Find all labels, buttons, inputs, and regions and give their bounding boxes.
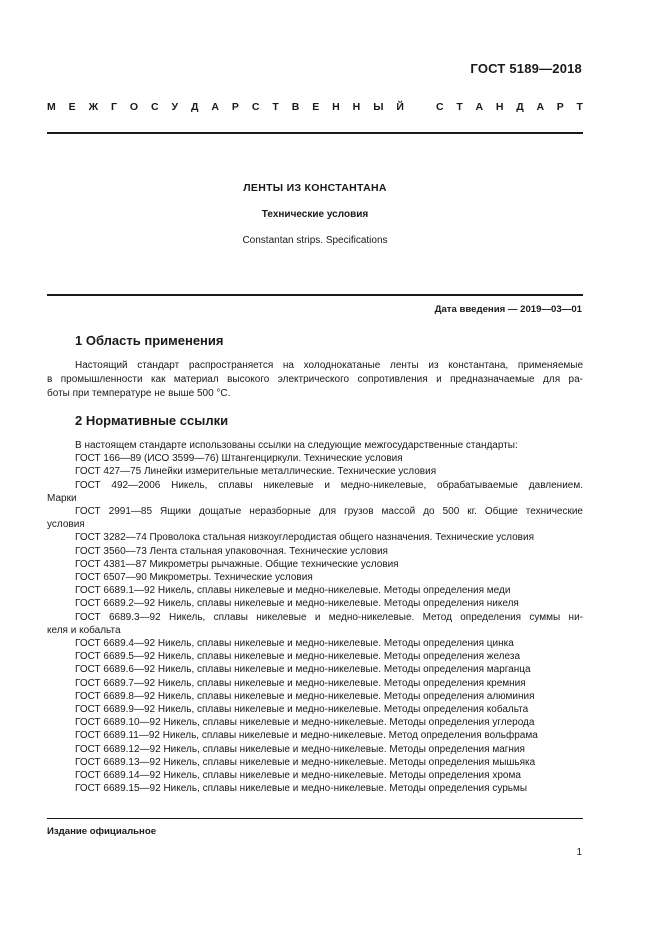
banner-letter: С: [151, 101, 159, 113]
reference-item: [47, 571, 583, 584]
banner-letter: Е: [68, 101, 76, 113]
reference-item: [47, 782, 583, 795]
reference-line: ГОСТ 6689.10—92 Никель, сплавы никелевые и медно-никелевые. Методы определения углерода: [75, 717, 535, 729]
reference-item: [47, 545, 583, 558]
banner-letter: Д: [516, 101, 524, 113]
reference-item: [47, 703, 583, 716]
reference-line: ГОСТ 166—89 (ИСО 3599—76) Штангенциркули. Технические условия: [75, 453, 403, 465]
title-rule: [47, 294, 583, 296]
banner-word-interstate: [47, 101, 404, 113]
reference-item: [47, 439, 583, 452]
banner-letter: Д: [190, 101, 199, 113]
banner-word-standard: [436, 101, 583, 113]
paragraph-line: в промышленности как материал высокого электрического сопротивления и предназначаемые для ра-: [47, 374, 583, 385]
reference-line: ГОСТ 427—75 Линейки измерительные металлические. Технические условия: [75, 466, 437, 478]
reference-item: [47, 663, 583, 676]
banner-letter: Н: [352, 101, 361, 113]
reference-line: келя и кобальта: [47, 624, 121, 636]
document-title-english: Constantan strips. Specifications: [242, 235, 388, 246]
reference-line: ГОСТ 6689.7—92 Никель, сплавы никелевые и медно-никелевые. Методы определения кремния: [75, 677, 526, 689]
reference-line: ГОСТ 6689.6—92 Никель, сплавы никелевые и медно-никелевые. Методы определения марганца: [75, 664, 531, 676]
footer-rule: [47, 818, 583, 819]
reference-line: ГОСТ 6689.5—92 Никель, сплавы никелевые и медно-никелевые. Методы определения железа: [75, 651, 521, 663]
reference-line: ГОСТ 6507—90 Микрометры. Технические условия: [75, 572, 313, 584]
banner-letter: Ж: [88, 101, 99, 113]
banner-letter: Т: [272, 101, 279, 113]
document-subtitle: Технические условия: [261, 209, 369, 220]
reference-line: ГОСТ 6689.4—92 Никель, сплавы никелевые и медно-никелевые. Методы определения цинка: [75, 638, 514, 650]
banner-letter: Т: [576, 101, 583, 113]
reference-item: [47, 558, 583, 571]
reference-line: ГОСТ 2991—85 Ящики дощатые неразборные для грузов массой до 500 кг. Общие технические: [75, 506, 583, 518]
reference-item: [47, 465, 583, 478]
reference-item: [47, 690, 583, 703]
banner-letter: Ы: [373, 101, 384, 113]
banner-letter: С: [436, 101, 444, 113]
reference-item: [47, 452, 583, 465]
reference-line: ГОСТ 6689.12—92 Никель, сплавы никелевые и медно-никелевые. Методы определения магния: [75, 743, 525, 755]
introduction-date: Дата введения — 2019—03—01: [434, 304, 582, 315]
banner-letter: В: [291, 101, 300, 113]
reference-item: [47, 716, 583, 729]
reference-item: [47, 531, 583, 544]
banner-letter: Г: [111, 101, 117, 113]
reference-item: [47, 505, 583, 531]
banner-letter: Й: [396, 101, 404, 113]
page-number: 1: [576, 847, 582, 858]
reference-line: ГОСТ 6689.1—92 Никель, сплавы никелевые и медно-никелевые. Методы определения меди: [75, 585, 511, 597]
banner-letter: А: [475, 101, 484, 113]
reference-line: ГОСТ 6689.3—92 Никель, сплавы никелевые и медно-никелевые. Метод определения суммы ни-: [75, 611, 583, 623]
reference-line: ГОСТ 6689.13—92 Никель, сплавы никелевые и медно-никелевые. Методы определения мышьяка: [75, 756, 536, 768]
banner-letter: Н: [495, 101, 504, 113]
reference-item: [47, 584, 583, 597]
document-code: ГОСТ 5189—2018: [470, 61, 582, 76]
banner-letter: Т: [456, 101, 463, 113]
reference-line: ГОСТ 6689.11—92 Никель, сплавы никелевые и медно-никелевые. Метод определения вольфрама: [75, 730, 538, 742]
banner-letter: Е: [312, 101, 320, 113]
reference-line: условия: [47, 519, 85, 531]
reference-item: [47, 677, 583, 690]
reference-item: [47, 650, 583, 663]
standard-banner: [47, 101, 583, 113]
document-title: ЛЕНТЫ ИЗ КОНСТАНТАНА: [243, 182, 387, 194]
paragraph-line: боты при температуре не выше 500 °С.: [47, 388, 231, 399]
banner-letter: У: [171, 101, 179, 113]
reference-line: ГОСТ 3282—74 Проволока стальная низкоуглеродистая общего назначения. Технические условия: [75, 532, 534, 544]
banner-letter: М: [47, 101, 56, 113]
reference-line: ГОСТ 4381—87 Микрометры рычажные. Общие технические условия: [75, 558, 399, 570]
section-1-paragraph: [47, 359, 583, 401]
reference-line: ГОСТ 6689.8—92 Никель, сплавы никелевые и медно-никелевые. Методы определения алюминия: [75, 690, 535, 702]
reference-line: ГОСТ 6689.14—92 Никель, сплавы никелевые и медно-никелевые. Методы определения хрома: [75, 770, 521, 782]
reference-line: В настоящем стандарте использованы ссылки на следующие межгосударственные стандарты:: [75, 440, 518, 451]
reference-item: [47, 769, 583, 782]
official-edition-label: Издание официальное: [47, 826, 157, 837]
banner-letter: О: [129, 101, 139, 113]
section-1-heading: 1 Область применения: [75, 333, 224, 348]
reference-line: ГОСТ 492—2006 Никель, сплавы никелевые и медно-никелевые, обрабатываемые давлением.: [75, 479, 583, 491]
reference-item: [47, 597, 583, 610]
reference-line: ГОСТ 3560—73 Лента стальная упаковочная. Технические условия: [75, 545, 388, 557]
banner-letter: Р: [231, 101, 239, 113]
reference-item: [47, 611, 583, 637]
banner-letter: С: [251, 101, 260, 113]
normative-references-list: [47, 439, 583, 795]
banner-letter: Н: [332, 101, 340, 113]
reference-line: ГОСТ 6689.2—92 Никель, сплавы никелевые и медно-никелевые. Методы определения никеля: [75, 598, 519, 610]
reference-line: ГОСТ 6689.9—92 Никель, сплавы никелевые и медно-никелевые. Методы определения кобальта: [75, 704, 529, 716]
banner-letter: А: [536, 101, 545, 113]
section-2-heading: 2 Нормативные ссылки: [75, 413, 229, 428]
reference-line: Марки: [47, 492, 77, 504]
paragraph-line: Настоящий стандарт распространяется на холоднокатаные ленты из константана, применяемые: [75, 360, 583, 371]
header-rule: [47, 132, 583, 134]
reference-item: [47, 756, 583, 769]
reference-item: [47, 729, 583, 742]
reference-item: [47, 479, 583, 505]
banner-letter: Р: [556, 101, 564, 113]
banner-letter: А: [211, 101, 219, 113]
reference-line: ГОСТ 6689.15—92 Никель, сплавы никелевые и медно-никелевые. Методы определения сурьмы: [75, 783, 528, 795]
reference-item: [47, 743, 583, 756]
reference-item: [47, 637, 583, 650]
